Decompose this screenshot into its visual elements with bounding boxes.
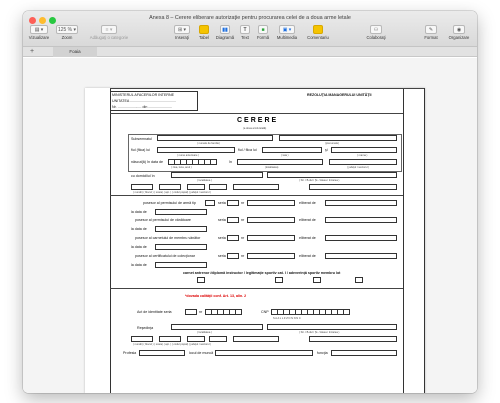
hunting-series-label: seria [218, 218, 226, 222]
father-caption: ( tata ) [281, 154, 289, 157]
and-label: şi [325, 148, 328, 152]
arms-date-field[interactable] [155, 209, 207, 215]
last-name-field[interactable] [157, 135, 273, 141]
domicile-label: cu domiciliul în [131, 174, 155, 178]
domicile-number-field[interactable] [131, 184, 153, 190]
comment-icon [313, 25, 323, 34]
last-name-caption: ( numele de familie) [197, 142, 220, 145]
resolution-heading: REZOLUŢIA MANAGERULUI UNITĂŢII [307, 93, 372, 97]
team-certificate-checkbox[interactable] [355, 277, 363, 283]
paintbrush-icon: ✎ [425, 25, 437, 34]
member-issuer-field[interactable] [325, 235, 397, 241]
instructor-diploma-checkbox[interactable] [275, 277, 283, 283]
sheet-tab-bar [23, 47, 477, 57]
collector-number-field[interactable] [247, 253, 295, 259]
member-number-field[interactable] [247, 235, 295, 241]
in-label: în [229, 160, 232, 164]
proof-note: *dovada calităţii conf. Art. 13, alin. 2 [185, 294, 247, 298]
zoom-button[interactable]: 125 % ▾ Zoom [57, 26, 77, 40]
media-icon: ▣ ▾ [279, 25, 295, 34]
domicile-street-field[interactable] [267, 172, 397, 178]
collector-series-label: seria [218, 254, 226, 258]
insert-icon: ⊞ ▾ [174, 25, 190, 34]
domicile-locality-caption: ( localitatea ) [197, 179, 212, 182]
athlete-card-checkbox[interactable] [313, 277, 321, 283]
collector-cert-label: posesor al certificatului de colecţionar [135, 254, 195, 258]
member-no-label: nr [241, 236, 245, 240]
add-sheet-button[interactable]: + [30, 48, 35, 55]
reg-number-line: Nr. ........................ din ........................ [112, 105, 173, 109]
collector-date-label: la data de [131, 263, 147, 267]
shape-button[interactable]: ■ Formă [256, 26, 270, 40]
residence-block-field[interactable] [159, 336, 181, 342]
mother-caption: ( mama ) [357, 154, 368, 157]
view-button[interactable]: ▤ ▾ Vizualizare [28, 26, 50, 40]
hunting-date-field[interactable] [155, 226, 207, 232]
profession-label: Profesia [123, 351, 137, 355]
residence-label: Reşedinţa [137, 326, 154, 330]
hunting-number-field[interactable] [247, 217, 295, 223]
domicile-apt-field[interactable] [209, 184, 227, 190]
id-no-label: nr [199, 310, 203, 314]
residence-street-field[interactable] [267, 324, 397, 330]
collector-no-label: nr [241, 254, 245, 258]
member-date-label: la data de [131, 245, 147, 249]
arms-date-label: la data de [131, 210, 147, 214]
workplace-label: locul de muncă [189, 351, 214, 355]
hunting-issuer-field[interactable] [325, 217, 397, 223]
domicile-locality-field[interactable] [171, 172, 263, 178]
table-button[interactable]: Tabel [195, 25, 213, 40]
member-date-field[interactable] [155, 244, 207, 250]
son-of-mid-label: fiul / fiica lui [238, 148, 257, 152]
domicile-stair-field[interactable] [187, 184, 205, 190]
residence-postal-field[interactable] [233, 336, 279, 342]
id-series-label: Act de identitate seria [137, 310, 172, 314]
permits-divider [110, 288, 403, 289]
form-page [85, 88, 425, 393]
hunting-series-field[interactable] [227, 217, 239, 223]
residence-county-field[interactable] [309, 336, 397, 342]
arms-permit-label: posesor al permisului de armă tip [143, 201, 196, 205]
residence-address-captions: ( număr) ( blocul ) ( scara) ( apt. ) ( codul poştal) ( judeţul / sectorul ) [133, 343, 211, 346]
member-series-label: seria [218, 236, 226, 240]
date-caption: ( ziua, luna, anul ) [171, 166, 192, 169]
birth-date-cells[interactable] [168, 159, 216, 165]
add-category-button[interactable]: ≡ ▾ Adăugaţi o categorie [89, 26, 129, 40]
document-canvas [23, 58, 477, 393]
previous-names-caption: ( nume anterioare ) [177, 154, 200, 157]
page-border-right [403, 88, 404, 393]
text-icon: T [240, 25, 250, 34]
arms-issuer-field[interactable] [325, 200, 397, 206]
son-of-label: fiul (fiica) lui [131, 148, 150, 152]
page-border-left [110, 88, 111, 393]
arms-number-field[interactable] [247, 200, 295, 206]
residence-street-caption: ( Str. / B-dul / Şt. / Aleea / Intrarea ) [299, 331, 340, 334]
form-subtitle: (a doua armă letală) [243, 127, 267, 130]
first-name-caption: (prenumele) [325, 142, 339, 145]
arms-series-field[interactable] [227, 200, 239, 206]
mother-name-field[interactable] [331, 147, 397, 153]
page-top-line [110, 88, 424, 89]
domicile-postal-field[interactable] [233, 184, 279, 190]
hunting-no-label: nr [241, 218, 245, 222]
zoom-select[interactable]: 125 % ▾ [57, 26, 77, 33]
cnp-cells[interactable] [271, 309, 349, 315]
category-icon: ≡ ▾ [101, 25, 117, 34]
chart-button[interactable]: ▮▮ Diagramă [215, 26, 235, 40]
domicile-block-field[interactable] [159, 184, 181, 190]
arms-series-label: seria [218, 201, 226, 205]
page-border-far-right [424, 88, 425, 393]
position-field[interactable] [331, 350, 397, 356]
chart-icon: ▮▮ [220, 25, 230, 34]
workplace-field[interactable] [215, 350, 313, 356]
collaborate-icon: ⚇ [370, 25, 382, 34]
collector-issuer-field[interactable] [325, 253, 397, 259]
cnp-label: CNP [261, 310, 269, 314]
cnp-captions: S A A L L Z Z N N N N C [273, 317, 301, 320]
insert-button[interactable]: ⊞ ▾ Inseraţi [175, 26, 189, 40]
format-button[interactable]: ✎ Format [424, 26, 438, 40]
hunting-permit-label: posesor al permisului de vânătoare [135, 218, 191, 222]
arms-issued-label: eliberat de [299, 201, 316, 205]
ministry-name: MINISTERUL AFACERILOR INTERNE [112, 93, 174, 97]
birth-county-field[interactable] [329, 159, 397, 165]
title-bar [23, 11, 477, 47]
trainer-card-checkbox[interactable] [197, 277, 205, 283]
sport-cards-label: carnet antrenor /diplomă instructor / legitimaţie sportiv cat. I / adeverinţă sportiv membru lot [183, 271, 341, 275]
hunting-date-label: la data de [131, 227, 147, 231]
locality-caption: (localitatea) [265, 166, 279, 169]
birth-locality-field[interactable] [237, 159, 323, 165]
collector-date-field[interactable] [155, 262, 207, 268]
comment-button[interactable]: Comentariu [301, 25, 335, 40]
born-label: născut(ă) în data de [131, 160, 163, 164]
collector-series-field[interactable] [227, 253, 239, 259]
previous-names-field[interactable] [157, 147, 235, 153]
media-button[interactable]: ▣ ▾ Multimedia [276, 26, 298, 40]
county-caption: ( judeţul / sectorul ) [347, 166, 370, 169]
signer-label: Subsemnatul [131, 137, 152, 141]
collector-issued-label: eliberat de [299, 254, 316, 258]
residence-number-field[interactable] [131, 336, 153, 342]
domicile-street-caption: ( Str. / B-dul / Şt. / Aleea / Intrarea ) [299, 179, 340, 182]
id-number-cells[interactable] [205, 309, 241, 315]
domicile-county-field[interactable] [309, 184, 397, 190]
member-issued-label: eliberat de [299, 236, 316, 240]
sidebar-icon: ▤ ▾ [30, 25, 48, 34]
member-card-label: posesor al carnetului de membru vânător [135, 236, 201, 240]
address-captions: ( număr) ( blocul ) ( scara) ( apt. ) ( codul poştal) ( judeţul / sectorul ) [133, 191, 211, 194]
organize-icon: ◉ [453, 25, 465, 34]
shape-icon: ■ [258, 25, 268, 34]
window-title: Anexa 8 – Cerere eliberare autorizaţie pentru procurarea celei de a doua arme letale [149, 15, 351, 21]
header-divider [110, 113, 403, 114]
first-name-field[interactable] [279, 135, 397, 141]
form-title: CERERE [237, 117, 279, 124]
tab-foaia[interactable]: Foaia [53, 47, 97, 57]
residence-apt-field[interactable] [209, 336, 227, 342]
arms-no-label: nr [241, 201, 245, 205]
unit-line: UNITATEA .............................................. [112, 99, 176, 103]
text-button[interactable]: T Text [241, 26, 249, 40]
applicant-divider [110, 195, 403, 196]
residence-locality-field[interactable] [171, 324, 263, 330]
id-series-field[interactable] [185, 309, 197, 315]
app-window [23, 11, 477, 393]
organize-button[interactable]: ◉ Organizare [448, 26, 470, 40]
position-label: funcţia [317, 351, 328, 355]
father-name-field[interactable] [262, 147, 322, 153]
arms-permit-type-field[interactable] [205, 200, 215, 206]
member-series-field[interactable] [227, 235, 239, 241]
residence-stair-field[interactable] [187, 336, 205, 342]
collaborate-button[interactable]: ⚇ Colaboraţi [366, 26, 386, 40]
table-icon [199, 25, 209, 34]
hunting-issued-label: eliberat de [299, 218, 316, 222]
profession-field[interactable] [139, 350, 185, 356]
residence-locality-caption: ( localitatea ) [197, 331, 212, 334]
